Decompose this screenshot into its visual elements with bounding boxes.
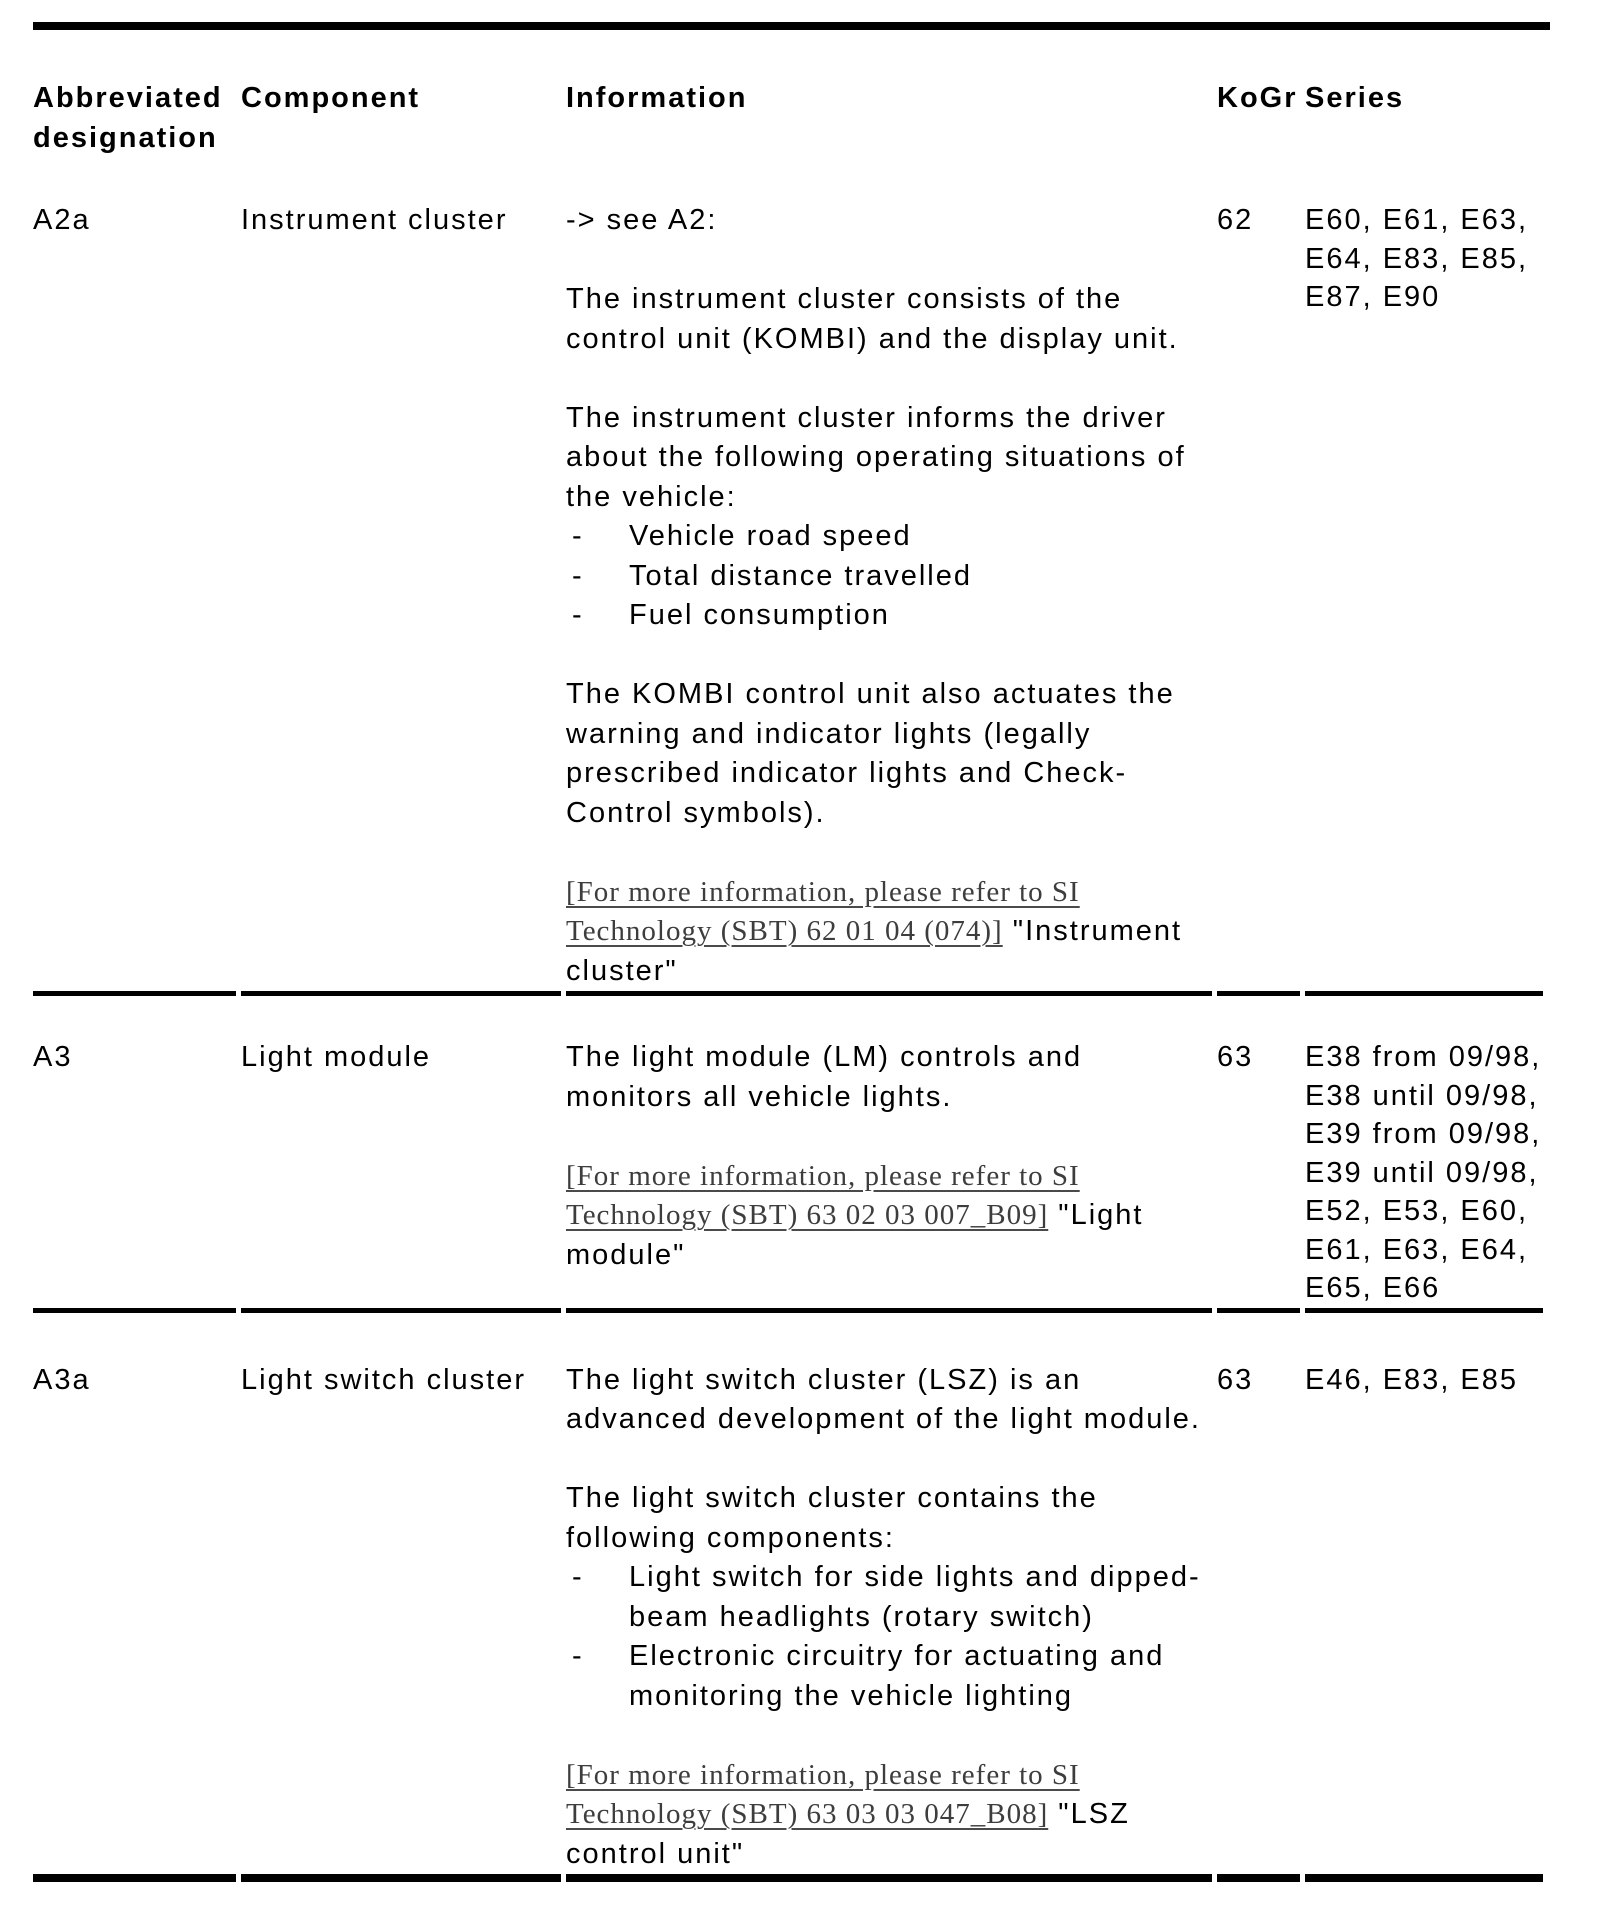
si-technology-link[interactable]: [For more information, please refer to SI Technology (SBT) 62 01 04 (074)] xyxy=(566,875,1080,947)
cell-kogr: 62 xyxy=(1217,158,1300,996)
cell-information xyxy=(566,1313,1212,1883)
bullet-dash: - xyxy=(572,1640,584,1672)
info-paragraph: The instrument cluster consists of the control unit (KOMBI) and the display unit. xyxy=(566,283,1179,355)
bullet-item xyxy=(566,596,1212,636)
header-kogr: KoGr xyxy=(1217,82,1298,114)
cell-designation: A3a xyxy=(33,1313,236,1883)
cell-series: E60, E61, E63, E64, E83, E85, E87, E90 xyxy=(1305,158,1543,996)
table-row-a3 xyxy=(33,996,1543,1313)
si-technology-link[interactable]: [For more information, please refer to SI Technology (SBT) 63 02 03 007_B09] xyxy=(566,1159,1080,1231)
bullet-item xyxy=(566,517,1212,557)
info-paragraph: The KOMBI control unit also actuates the warning and indicator lights (legally prescribed indicator lights and Check-Control symbols). xyxy=(566,678,1175,829)
cell-information xyxy=(566,158,1212,996)
cell-designation: A3 xyxy=(33,996,236,1313)
cell-kogr: 63 xyxy=(1217,1313,1300,1883)
info-see-reference: -> see A2: xyxy=(566,204,718,236)
cell-component: Light switch cluster xyxy=(241,1313,561,1883)
bullet-text: Total distance travelled xyxy=(629,559,972,592)
cell-component: Instrument cluster xyxy=(241,158,561,996)
info-link-line xyxy=(566,873,1212,992)
header-information: Information xyxy=(566,82,748,114)
bullet-text: Vehicle road speed xyxy=(629,520,912,552)
table-row-a2a xyxy=(33,158,1543,996)
cell-kogr: 63 xyxy=(1217,996,1300,1313)
info-paragraph: The light switch cluster contains the following components: xyxy=(566,1482,1098,1554)
link-suffix: "Instrument cluster" xyxy=(566,915,1183,987)
bullet-text: Light switch for side lights and dipped-beam headlights (rotary switch) xyxy=(629,1561,1201,1633)
info-paragraph-group xyxy=(566,399,1212,636)
info-link-line xyxy=(566,1157,1212,1276)
cell-series: E38 from 09/98, E38 until 09/98, E39 from 09/98, E39 until 09/98, E52, E53, E60, E61, E63, E64, E65, E66 xyxy=(1305,996,1543,1313)
table-header-row xyxy=(33,30,1543,158)
info-paragraph: The instrument cluster informs the driver about the following operating situations of the vehicle: xyxy=(566,401,1186,513)
bullet-list xyxy=(566,1558,1212,1716)
link-suffix: "Light module" xyxy=(566,1199,1144,1271)
cell-series: E46, E83, E85 xyxy=(1305,1313,1543,1883)
link-suffix: "LSZ control unit" xyxy=(566,1798,1130,1870)
bullet-text: Fuel consumption xyxy=(629,599,890,631)
cell-component: Light module xyxy=(241,996,561,1313)
bullet-text: Electronic circuitry for actuating and monitoring the vehicle lighting xyxy=(629,1640,1165,1712)
table-top-border xyxy=(33,22,1550,30)
table-row-a3a xyxy=(33,1313,1543,1883)
cell-designation: A2a xyxy=(33,158,236,996)
bullet-item xyxy=(566,1637,1212,1716)
header-abbreviated-designation: Abbreviated designation xyxy=(33,82,223,154)
cell-information xyxy=(566,996,1212,1313)
info-link-line xyxy=(566,1756,1212,1875)
header-component: Component xyxy=(241,82,421,114)
bullet-item xyxy=(566,1558,1212,1637)
bullet-dash: - xyxy=(572,599,584,631)
si-technology-link[interactable]: [For more information, please refer to SI Technology (SBT) 63 03 03 047_B08] xyxy=(566,1758,1080,1830)
info-paragraph-group xyxy=(566,1479,1212,1716)
bullet-list xyxy=(566,517,1212,636)
bullet-dash: - xyxy=(572,1561,584,1593)
header-series: Series xyxy=(1305,82,1405,114)
bullet-dash: - xyxy=(572,520,584,552)
info-paragraph: The light module (LM) controls and monitors all vehicle lights. xyxy=(566,1041,1083,1113)
info-paragraph: The light switch cluster (LSZ) is an advanced development of the light module. xyxy=(566,1363,1201,1435)
bullet-dash: - xyxy=(572,559,584,592)
bullet-item xyxy=(566,557,1212,597)
